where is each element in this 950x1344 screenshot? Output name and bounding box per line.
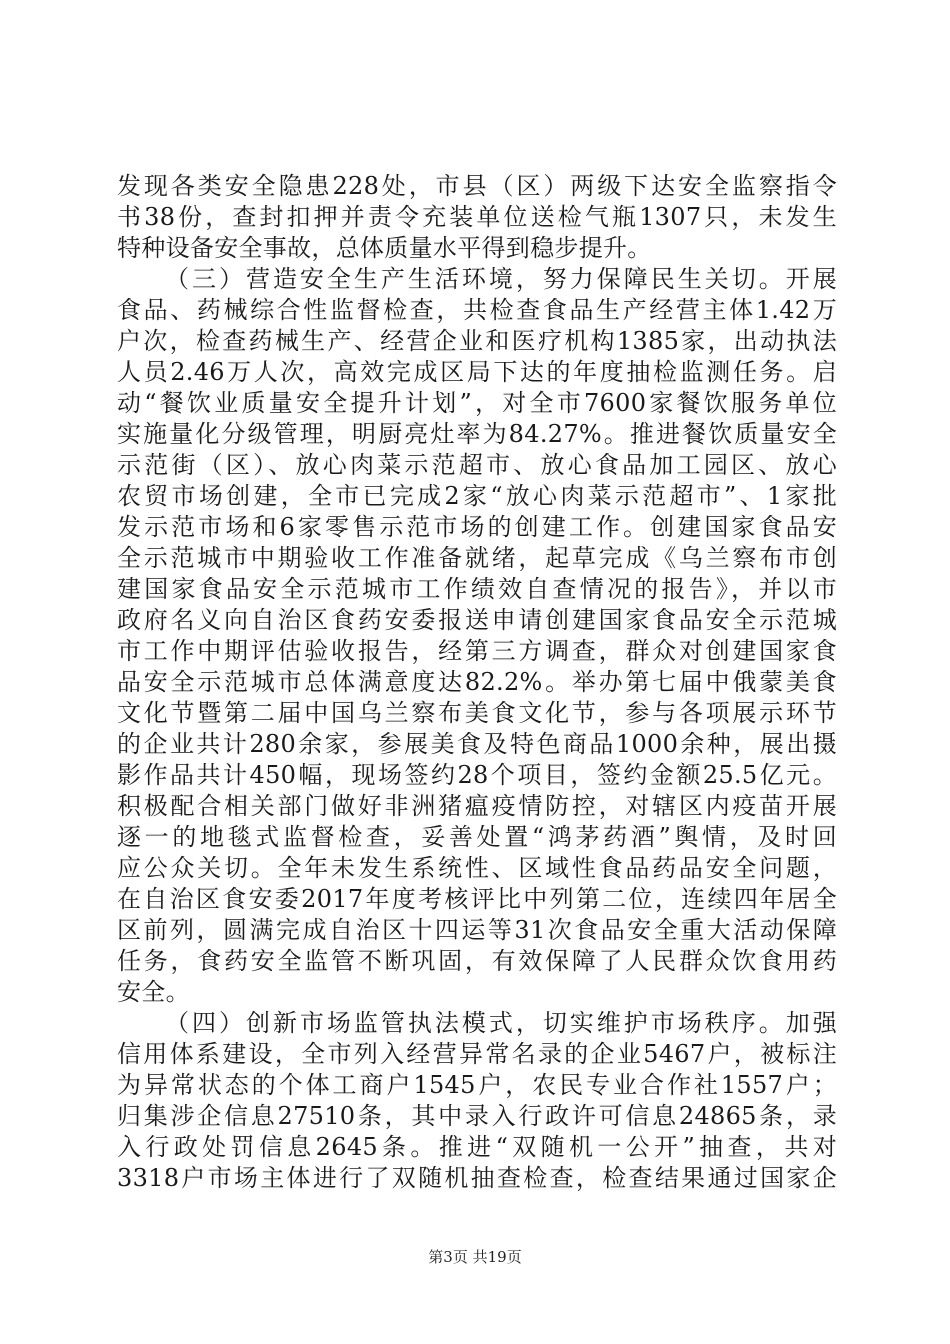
text-line: 发示范市场和6家零售示范市场的创建工作。创建国家食品安 bbox=[117, 513, 837, 541]
text-line: 积极配合相关部门做好非洲猪瘟疫情防控，对辖区内疫苗开展 bbox=[117, 792, 837, 820]
text-line: 动“餐饮业质量安全提升计划”，对全市7600家餐饮服务单位 bbox=[117, 389, 837, 417]
page-footer: 第3页 共19页 bbox=[428, 1248, 522, 1266]
text-line: 品安全示范城市总体满意度达82.2%。举办第七届中俄蒙美食 bbox=[117, 668, 837, 696]
text-line: 文化节暨第二届中国乌兰察布美食文化节，参与各项展示环节 bbox=[117, 699, 837, 727]
text-line: （四）创新市场监管执法模式，切实维护市场秩序。加强 bbox=[165, 1009, 837, 1037]
text-line: 农贸市场创建，全市已完成2家“放心肉菜示范超市”、1家批 bbox=[117, 482, 837, 510]
text-line: 发现各类安全隐患228处，市县（区）两级下达安全监察指令 bbox=[117, 172, 837, 200]
text-line: 书38份，查封扣押并责令充装单位送检气瓶1307只，未发生 bbox=[117, 203, 837, 231]
text-line: 政府名义向自治区食药安委报送申请创建国家食品安全示范城 bbox=[117, 606, 837, 634]
document-body bbox=[117, 171, 837, 1194]
text-line: 应公众关切。全年未发生系统性、区域性食品药品安全问题， bbox=[117, 854, 837, 882]
text-line: （三）营造安全生产生活环境，努力保障民生关切。开展 bbox=[165, 265, 837, 293]
text-line: 为异常状态的个体工商户1545户，农民专业合作社1557户； bbox=[117, 1071, 837, 1099]
text-line: 实施量化分级管理，明厨亮灶率为84.27%。推进餐饮质量安全 bbox=[117, 420, 837, 448]
text-line: 市工作中期评估验收报告，经第三方调查，群众对创建国家食 bbox=[117, 637, 837, 665]
text-line: 区前列，圆满完成自治区十四运等31次食品安全重大活动保障 bbox=[117, 916, 837, 944]
text-line: 在自治区食安委2017年度考核评比中列第二位，连续四年居全 bbox=[117, 885, 837, 913]
text-line: 归集涉企信息27510条，其中录入行政许可信息24865条，录 bbox=[117, 1102, 837, 1130]
text-line: 安全。 bbox=[117, 978, 190, 1006]
text-line: 食品、药械综合性监督检查，共检查食品生产经营主体1.42万 bbox=[117, 296, 837, 324]
text-line: 3318户市场主体进行了双随机抽查检查，检查结果通过国家企 bbox=[117, 1164, 837, 1192]
text-line: 人员2.46万人次，高效完成区局下达的年度抽检监测任务。启 bbox=[117, 358, 837, 386]
text-line: 建国家食品安全示范城市工作绩效自查情况的报告》，并以市 bbox=[117, 575, 837, 603]
text-line: 入行政处罚信息2645条。推进“双随机一公开”抽查，共对 bbox=[117, 1133, 837, 1161]
text-line: 特种设备安全事故，总体质量水平得到稳步提升。 bbox=[117, 234, 652, 262]
text-line: 影作品共计450幅，现场签约28个项目，签约金额25.5亿元。 bbox=[117, 761, 837, 789]
text-line: 逐一的地毯式监督检查，妥善处置“鸿茅药酒”舆情，及时回 bbox=[117, 823, 837, 851]
text-line: 的企业共计280余家，参展美食及特色商品1000余种，展出摄 bbox=[117, 730, 837, 758]
text-line: 信用体系建设，全市列入经营异常名录的企业5467户，被标注 bbox=[117, 1040, 837, 1068]
text-line: 示范街（区）、放心肉菜示范超市、放心食品加工园区、放心 bbox=[117, 451, 837, 479]
text-line: 户次，检查药械生产、经营企业和医疗机构1385家，出动执法 bbox=[117, 327, 837, 355]
text-line: 任务，食药安全监管不断巩固，有效保障了人民群众饮食用药 bbox=[117, 947, 837, 975]
text-line: 全示范城市中期验收工作准备就绪，起草完成《乌兰察布市创 bbox=[117, 544, 837, 572]
